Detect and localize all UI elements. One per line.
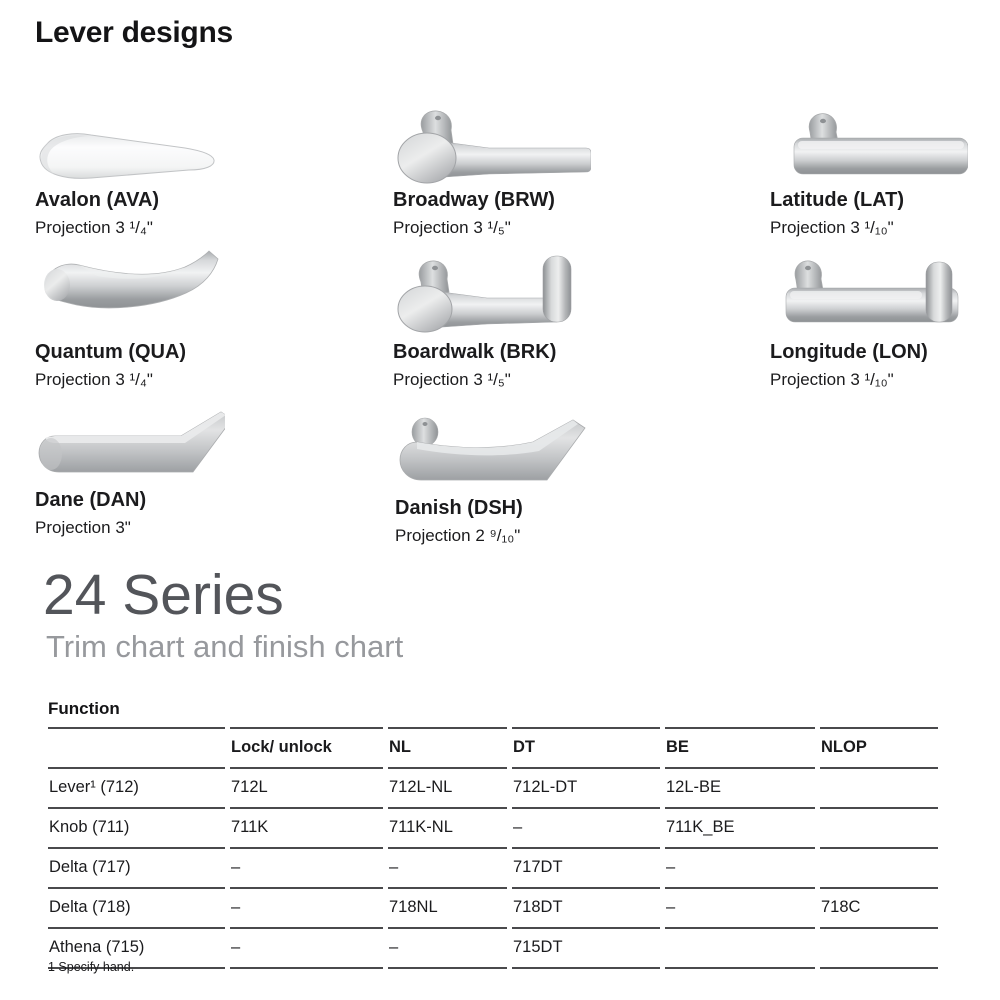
avalon-lever-image (35, 128, 220, 184)
function-cell: Lever¹ (712) (48, 769, 225, 809)
value-cell: 718DT (512, 889, 660, 929)
latitude-lever-image (770, 112, 968, 184)
lever-art (35, 398, 355, 484)
value-cell: – (665, 849, 815, 889)
table-row (48, 809, 938, 849)
lever-art (35, 104, 355, 184)
lever-name: Broadway (BRW) (393, 189, 555, 211)
function-cell: Delta (717) (48, 849, 225, 889)
value-cell: 718NL (388, 889, 507, 929)
dane-lever-image (35, 406, 225, 484)
value-cell: – (230, 889, 383, 929)
value-cell: 717DT (512, 849, 660, 889)
column-header-dt: DT (512, 727, 660, 769)
trim-chart-table (43, 727, 943, 969)
column-header-lock-unlock: Lock/ unlock (230, 727, 383, 769)
lever-projection: Projection 3 ¹/₁₀" (770, 218, 894, 237)
value-cell: 712L-NL (388, 769, 507, 809)
column-header-be: BE (665, 727, 815, 769)
value-cell: – (512, 809, 660, 849)
value-cell: 711K_BE (665, 809, 815, 849)
column-header-nlop: NLOP (820, 727, 938, 769)
lever-card-longitude (770, 242, 1000, 390)
lever-card-danish (395, 406, 715, 546)
lever-projection: Projection 3 ¹/₅" (393, 218, 511, 237)
lever-card-latitude (770, 104, 1000, 238)
lever-projection: Projection 3" (35, 518, 131, 537)
function-cell: Athena (715) (48, 929, 225, 969)
column-header-nl: NL (388, 727, 507, 769)
value-cell: 711K (230, 809, 383, 849)
series-subtitle: Trim chart and finish chart (46, 629, 404, 664)
value-cell (820, 929, 938, 969)
value-cell: 711K-NL (388, 809, 507, 849)
table-row (48, 849, 938, 889)
column-header-function (48, 727, 225, 769)
lever-projection: Projection 3 ¹/₄" (35, 370, 153, 389)
table-row (48, 929, 938, 969)
value-cell: – (665, 889, 815, 929)
danish-lever-image (395, 408, 587, 492)
value-cell (665, 929, 815, 969)
value-cell: 718C (820, 889, 938, 929)
footnote: 1 Specify hand. (48, 960, 135, 974)
lever-art (395, 406, 715, 492)
function-section-label: Function (48, 699, 120, 718)
quantum-lever-image (35, 248, 223, 336)
function-cell: Knob (711) (48, 809, 225, 849)
lever-card-quantum (35, 242, 355, 390)
value-cell: – (388, 849, 507, 889)
lever-projection: Projection 2 ⁹/₁₀" (395, 526, 521, 545)
table-header-row (48, 727, 938, 769)
value-cell (820, 849, 938, 889)
lever-art (35, 242, 355, 336)
lever-card-broadway (393, 104, 713, 238)
lever-projection: Projection 3 ¹/₁₀" (770, 370, 894, 389)
boardwalk-lever-image (393, 250, 581, 336)
value-cell: – (230, 849, 383, 889)
lever-name: Avalon (AVA) (35, 189, 160, 211)
lever-name: Quantum (QUA) (35, 341, 187, 363)
lever-name: Dane (DAN) (35, 489, 147, 511)
value-cell: – (230, 929, 383, 969)
lever-card-dane (35, 398, 355, 538)
lever-card-boardwalk (393, 242, 713, 390)
value-cell: 715DT (512, 929, 660, 969)
value-cell: 12L-BE (665, 769, 815, 809)
lever-art (393, 104, 713, 184)
lever-card-avalon (35, 104, 355, 238)
table-row (48, 889, 938, 929)
lever-projection: Projection 3 ¹/₄" (35, 218, 153, 237)
function-cell: Delta (718) (48, 889, 225, 929)
lever-art (393, 242, 713, 336)
lever-name: Latitude (LAT) (770, 189, 905, 211)
value-cell: 712L (230, 769, 383, 809)
lever-art (770, 104, 1000, 184)
page-title: Lever designs (35, 16, 233, 49)
value-cell: – (388, 929, 507, 969)
table-row (48, 769, 938, 809)
lever-art (770, 242, 1000, 336)
value-cell (820, 769, 938, 809)
value-cell (820, 809, 938, 849)
series-title: 24 Series (43, 563, 284, 627)
value-cell: 712L-DT (512, 769, 660, 809)
lever-name: Danish (DSH) (395, 497, 523, 519)
lever-projection: Projection 3 ¹/₅" (393, 370, 511, 389)
longitude-lever-image (770, 256, 970, 336)
lever-name: Boardwalk (BRK) (393, 341, 557, 363)
lever-name: Longitude (LON) (770, 341, 928, 363)
broadway-lever-image (393, 108, 591, 184)
